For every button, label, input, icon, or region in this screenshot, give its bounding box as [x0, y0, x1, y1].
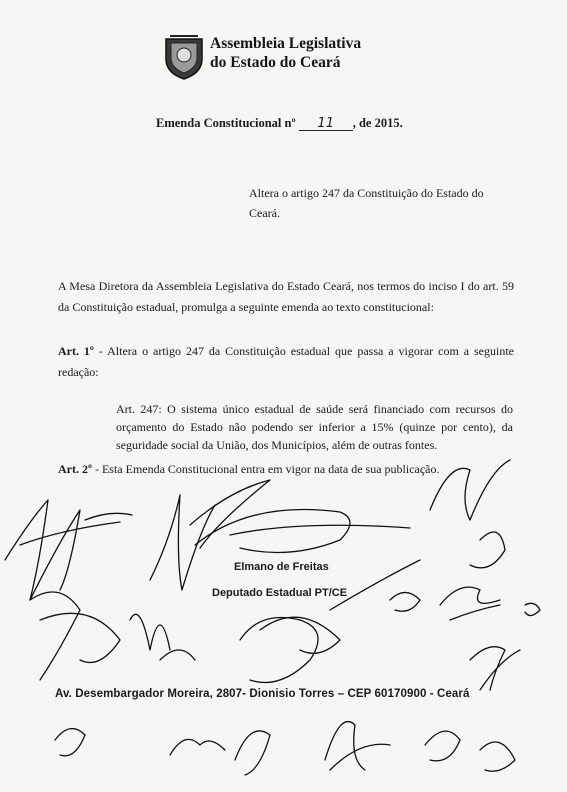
article-1-text: - Altera o artigo 247 da Constituição estadual que passa a vigorar com a seguinte redação:	[58, 344, 514, 379]
article-1-label: Art. 1º	[58, 344, 94, 358]
article-2-label: Art. 2º	[58, 462, 92, 476]
signatory-role: Deputado Estadual PT/CE	[212, 587, 348, 599]
organization-line-2: do Estado do Ceará	[210, 54, 341, 71]
title-suffix: , de 2015.	[352, 116, 403, 130]
document-title	[156, 116, 403, 131]
organization-name	[210, 34, 361, 72]
title-prefix: Emenda Constitucional nº	[156, 116, 296, 130]
preamble-paragraph: A Mesa Diretora da Assembleia Legislativa do Estado Ceará, nos termos do inciso I do art. 59 da Constituição estadual, promulga a seguinte emenda ao texto constitucional:	[58, 279, 514, 314]
article-2-text: - Esta Emenda Constitucional entra em vigor na data de sua publicação.	[91, 462, 440, 476]
assembly-crest-logo	[162, 33, 206, 81]
organization-line-1: Assembleia Legislativa	[210, 35, 362, 52]
footer-address: Av. Desembargador Moreira, 2807- Dionisio Torres – CEP 60170900 - Ceará	[55, 688, 470, 700]
amendment-number: 11	[299, 118, 353, 131]
signatory-name: Elmano de Freitas	[234, 561, 329, 573]
article-247-quote: Art. 247: O sistema único estadual de saúde será financiado com recursos do orçamento do Estado não podendo ser inferior a 15% (quinze por cento), da seguridade social da União, dos Municípios, além de outras fontes.	[116, 402, 513, 452]
article-1	[58, 341, 514, 383]
ementa-summary: Altera o artigo 247 da Constituição do Estado do Ceará.	[249, 186, 484, 220]
article-2	[58, 459, 514, 480]
